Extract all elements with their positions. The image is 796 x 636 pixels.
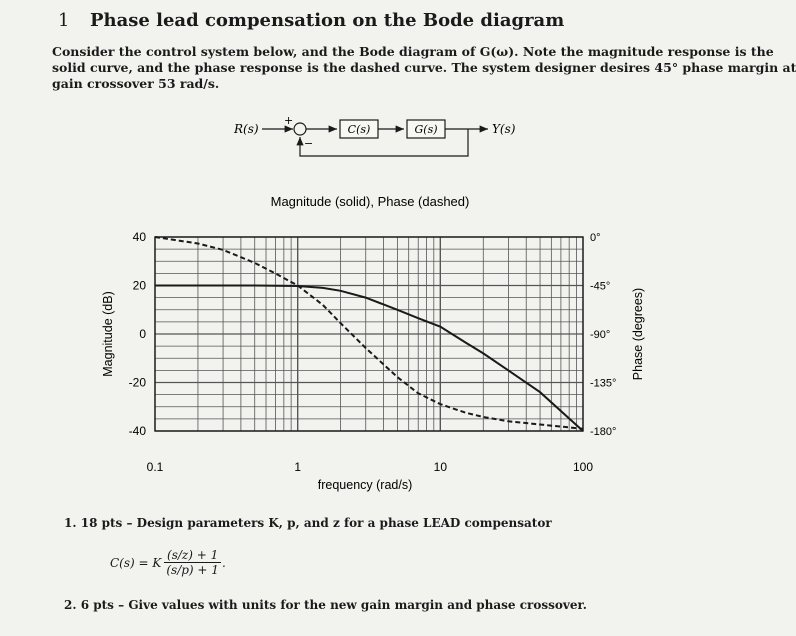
y-right-tick-label: -90° — [590, 329, 611, 341]
x-tick-label: 10 — [433, 460, 448, 474]
chart-title: Magnitude (solid), Phase (dashed) — [270, 194, 470, 209]
intro-line: solid curve, and the phase response is the dashed curve. The system designer desires 45° phase margin at — [52, 60, 796, 75]
plant-label: G(s) — [414, 123, 438, 136]
right-axis-ticks — [590, 232, 616, 438]
y-left-tick-label: 20 — [132, 278, 146, 293]
x-tick-label: 100 — [572, 460, 594, 474]
question-text: Give values with units for the new gain margin and phase crossover. — [128, 598, 587, 612]
x-tick-label: 0.1 — [146, 460, 164, 474]
left-axis-ticks — [129, 230, 147, 438]
question-dash: – — [126, 516, 133, 530]
intro-line: gain crossover 53 rad/s. — [52, 76, 220, 91]
y-left-tick-label: -20 — [128, 375, 146, 390]
output-label: Y(s) — [492, 122, 516, 136]
y-right-tick-label: 0° — [590, 232, 601, 244]
formula-numerator: (s/z) + 1 — [164, 548, 221, 563]
y-left-axis-label: Magnitude (dB) — [101, 291, 115, 377]
question-points: 6 pts — [80, 598, 114, 612]
y-right-tick-label: -45° — [590, 280, 611, 293]
x-tick-label: 1 — [294, 460, 302, 474]
formula-end: . — [221, 555, 226, 570]
y-left-tick-label: 40 — [132, 230, 146, 244]
question-item — [64, 598, 587, 612]
question-text: Design parameters K, p, and z for a phase LEAD compensator — [136, 516, 552, 530]
formula-denominator: (s/p) + 1 — [166, 563, 219, 577]
chart-grid — [155, 237, 583, 431]
phase-curve — [155, 237, 583, 429]
y-left-tick-label: 0 — [139, 327, 146, 341]
section-number: 1 — [58, 10, 70, 31]
intro-line: Consider the control system below, and the Bode diagram of G(ω). Note the magnitude response is the — [52, 44, 774, 59]
y-right-tick-label: -180° — [590, 426, 617, 438]
x-axis-ticks — [147, 460, 594, 474]
x-axis-label: frequency (rad/s) — [317, 478, 413, 492]
controller-label: C(s) — [347, 123, 371, 136]
question-dash: – — [118, 598, 125, 612]
question-points: 18 pts — [80, 516, 123, 530]
question-number: 2. — [64, 598, 77, 612]
formula-lhs: C(s) = K — [110, 555, 162, 570]
y-right-axis-label: Phase (degrees) — [631, 287, 645, 381]
plus-sign: + — [284, 114, 294, 127]
question-item — [64, 516, 552, 530]
y-left-tick-label: -40 — [128, 424, 146, 438]
question-number: 1. — [64, 516, 77, 530]
y-right-tick-label: -135° — [590, 377, 617, 390]
compensator-formula — [110, 548, 226, 577]
formula-fraction — [163, 548, 222, 577]
input-label: R(s) — [234, 122, 259, 136]
section-title: Phase lead compensation on the Bode diagram — [90, 10, 565, 31]
minus-sign: − — [304, 137, 314, 150]
